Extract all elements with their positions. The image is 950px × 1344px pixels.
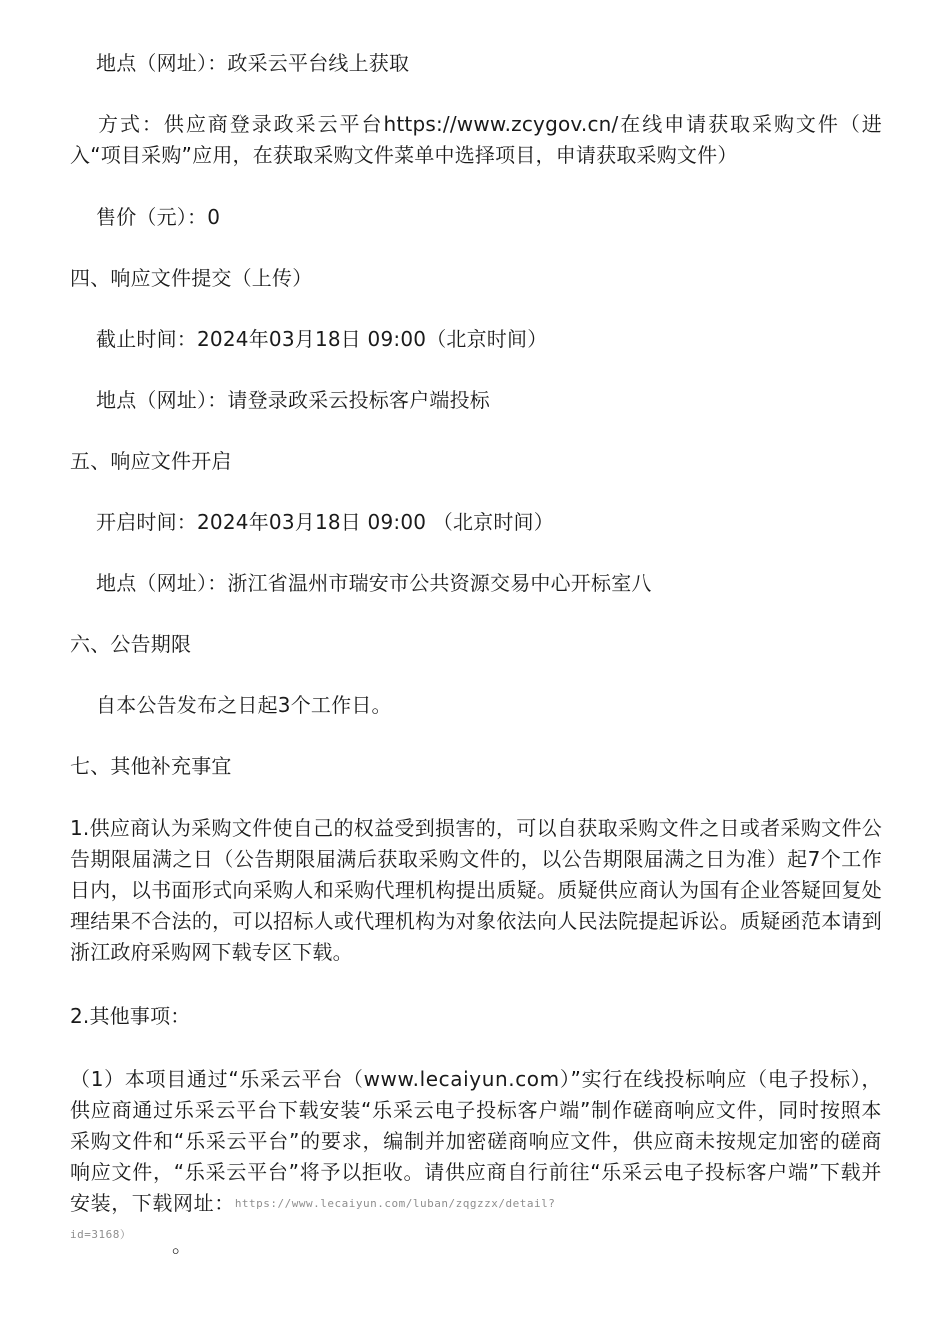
trailing-period: 。	[172, 1233, 192, 1257]
item2-sub1-text: （1）本项目通过“乐采云平台（www.lecaiyun.com）”实行在线投标响应（电子投标），供应商通过乐采云平台下载安装“乐采云电子投标客户端”制作磋商响应文件，同时按照本采购文件和“乐采云平台”的要求，编制并加密磋商响应文件，供应商未按规定加密的磋商响应文件，“乐采云平台”将予以拒收。请供应商自行前往“乐采云电子投标客户端”下载并安装，下载网址：	[70, 1067, 882, 1215]
download-url-part1: https://www.lecaiyun.com/luban/zqgzzx/detail?	[234, 1197, 556, 1210]
section4-deadline-line: 截止时间：2024年03月18日 09:00（北京时间）	[96, 327, 548, 351]
access-location-line: 地点（网址）：政采云平台线上获取	[96, 51, 410, 75]
section7-item1-paragraph: 1.供应商认为采购文件使自己的权益受到损害的，可以自获取采购文件之日或者采购文件公告期限届满之日（公告期限届满后获取采购文件的，以公告期限届满之日为准）起7个工作日内，以书面形式向采购人和采购代理机构提出质疑。质疑供应商认为国有企业答疑回复处理结果不合法的，可以招标人或代理机构为对象依法向人民法院提起诉讼。质疑函范本请到浙江政府采购网下载专区下载。	[70, 816, 882, 964]
section5-open-time-line: 开启时间：2024年03月18日 09:00 （北京时间）	[96, 510, 554, 534]
section7-item2-sub1-paragraph	[70, 1064, 882, 1219]
access-price-line: 售价（元）：0	[96, 205, 221, 229]
section7-heading: 七、其他补充事宜	[70, 754, 232, 778]
section7-item2-heading: 2.其他事项：	[70, 1004, 191, 1028]
section4-heading: 四、响应文件提交（上传）	[70, 266, 313, 290]
section6-heading: 六、公告期限	[70, 632, 192, 656]
section4-location-line: 地点（网址）：请登录政采云投标客户端投标	[96, 388, 490, 412]
access-method-paragraph: 方式：供应商登录政采云平台https://www.zcygov.cn/在线申请获取采购文件（进入“项目采购”应用，在获取采购文件菜单中选择项目，申请获取采购文件）	[70, 112, 882, 167]
section6-period-line: 自本公告发布之日起3个工作日。	[96, 693, 392, 717]
download-url-part2: id=3168）	[70, 1228, 132, 1241]
section5-heading: 五、响应文件开启	[70, 449, 232, 473]
section5-location-line: 地点（网址）：浙江省温州市瑞安市公共资源交易中心开标室八	[96, 571, 652, 595]
